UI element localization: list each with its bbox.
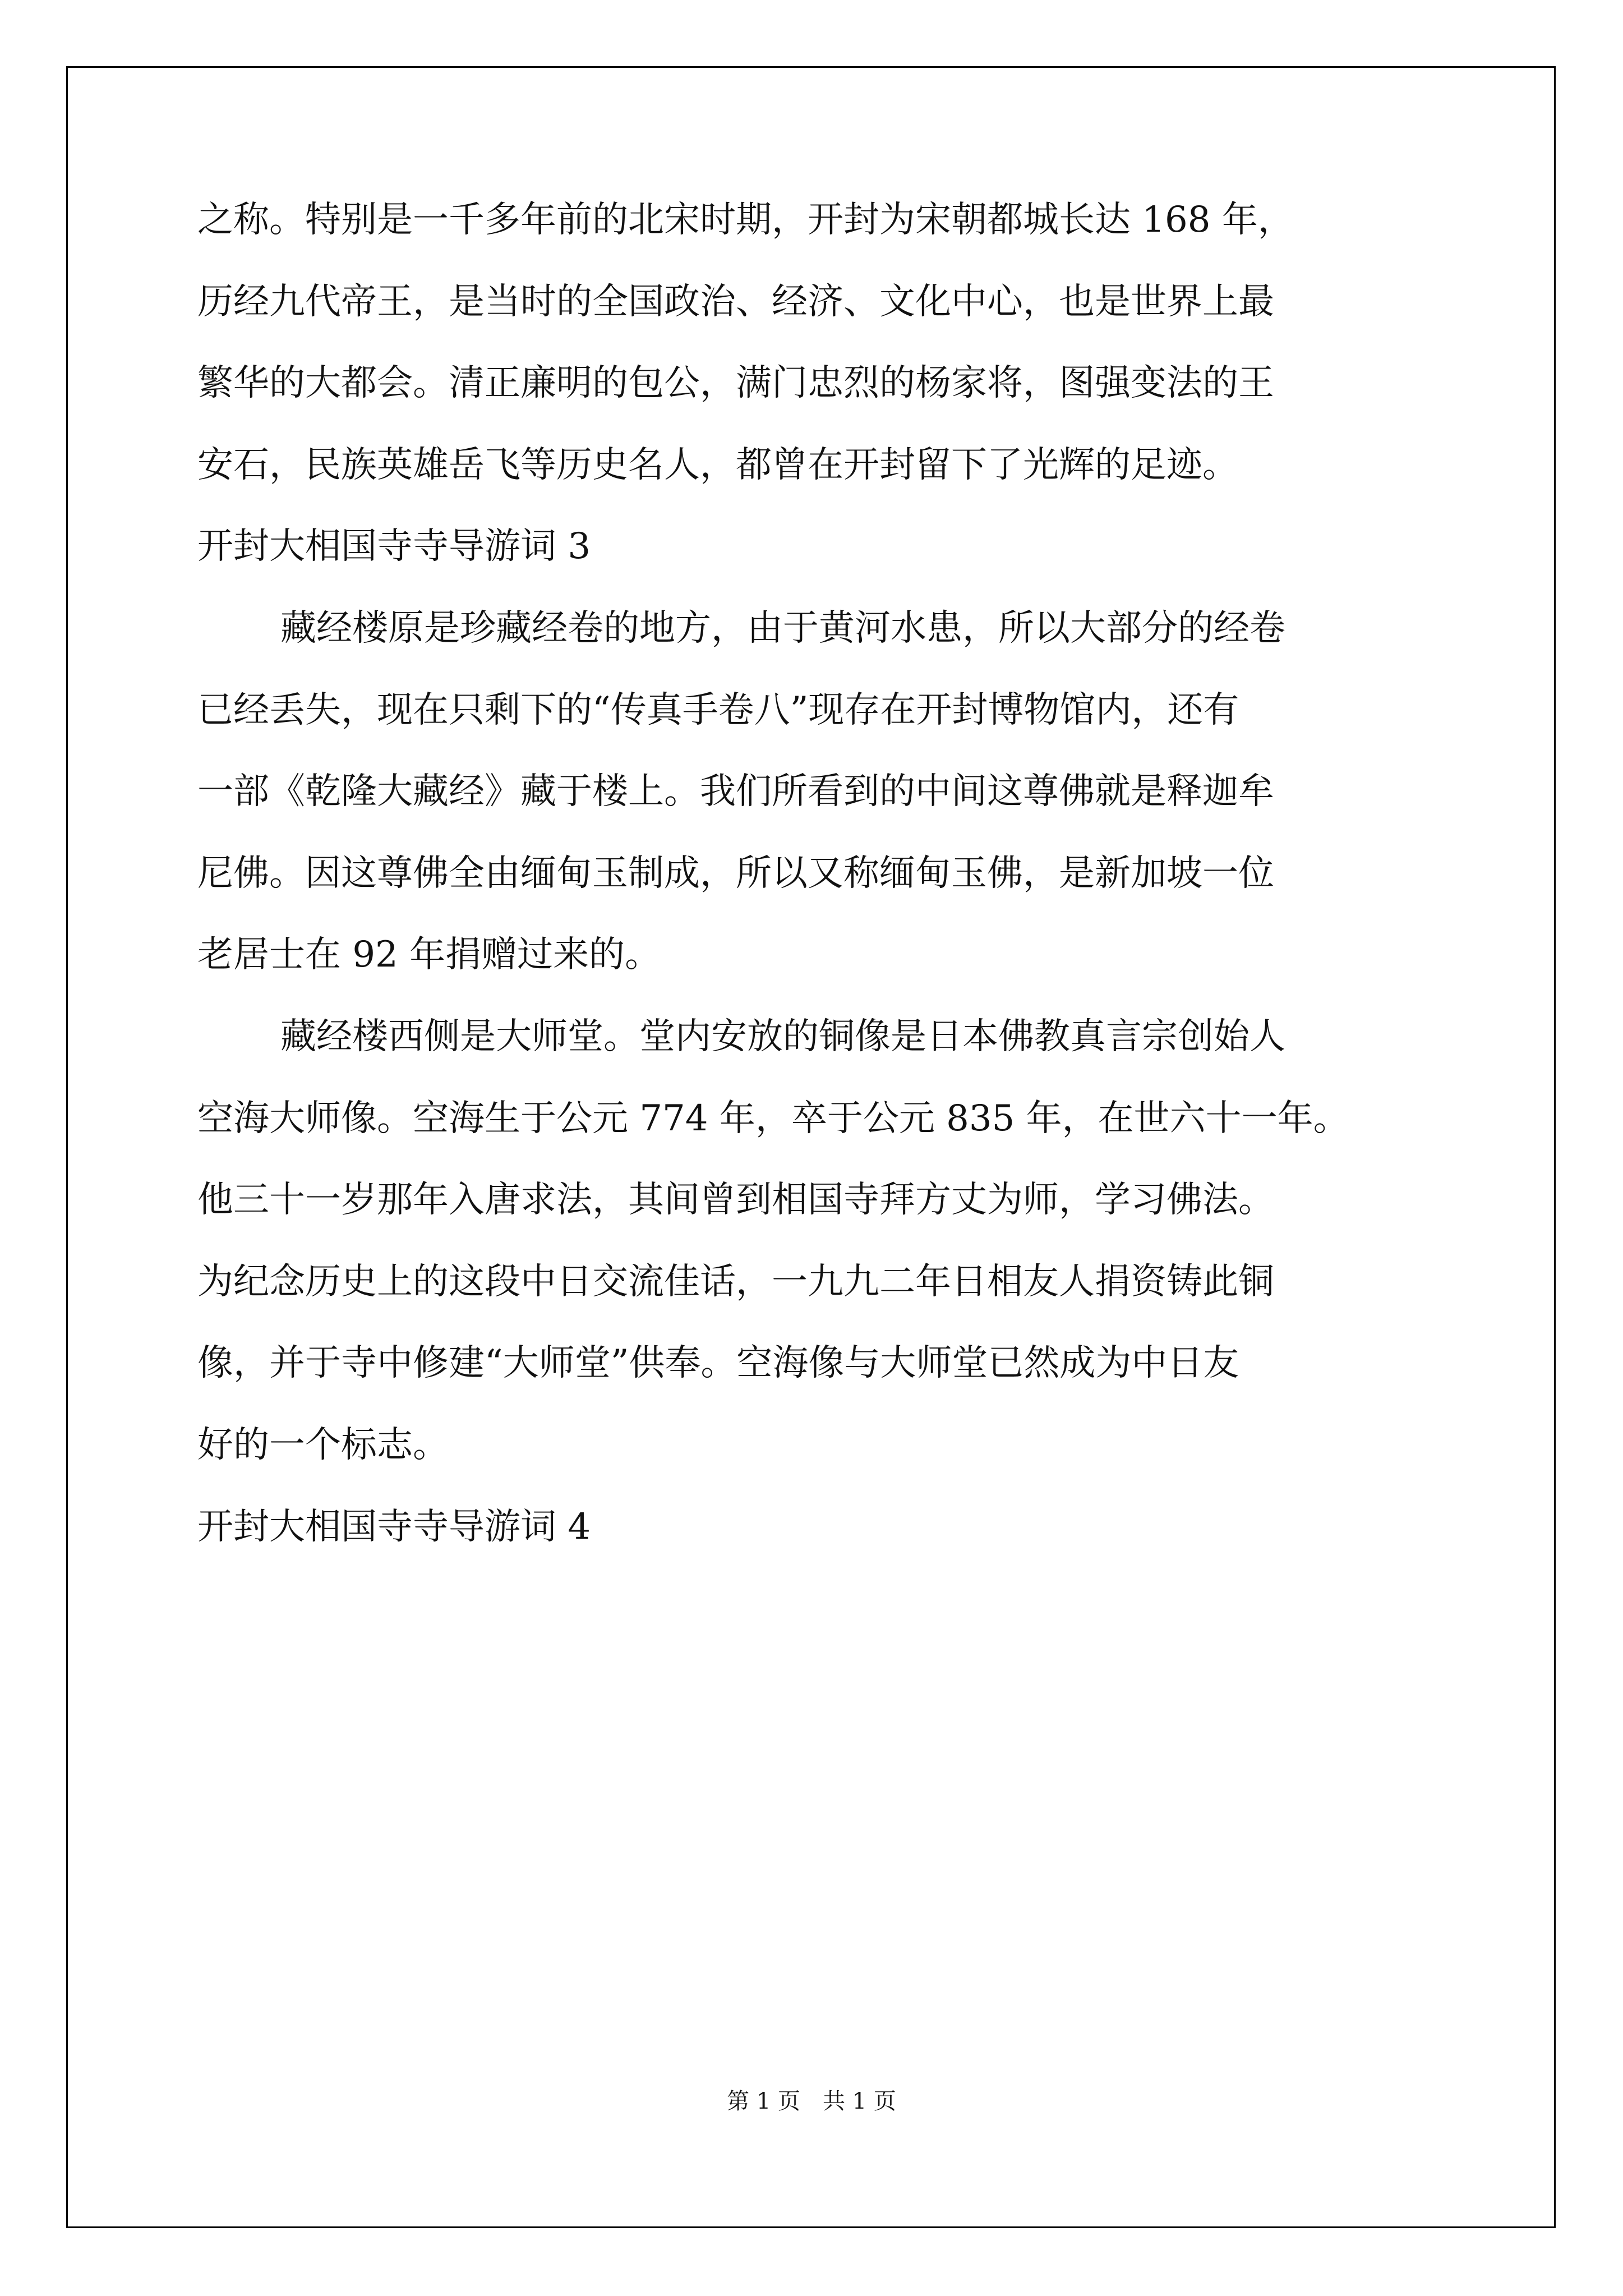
body-line: 一部《乾隆大藏经》藏于楼上。我们所看到的中间这尊佛就是释迦牟 xyxy=(197,771,1274,813)
body-line: 繁华的大都会。清正廉明的包公，满门忠烈的杨家将，图强变法的王 xyxy=(197,362,1274,404)
paragraph-first-line: 藏经楼原是珍藏经卷的地方，由于黄河水患，所以大部分的经卷 xyxy=(280,607,1285,649)
body-line: 像，并于寺中修建“大师堂”供奉。空海像与大师堂已然成为中日友 xyxy=(197,1342,1239,1384)
body-line: 空海大师像。空海生于公元 774 年，卒于公元 835 年，在世六十一年。 xyxy=(197,1097,1349,1139)
body-line: 老居士在 92 年捐赠过来的。 xyxy=(197,934,661,976)
body-line: 安石，民族英雄岳飞等历史名人，都曾在开封留下了光辉的足迹。 xyxy=(197,444,1238,486)
body-line: 尼佛。因这尊佛全由缅甸玉制成，所以又称缅甸玉佛，是新加坡一位 xyxy=(197,852,1274,894)
paragraph-first-line: 藏经楼西侧是大师堂。堂内安放的铜像是日本佛教真言宗创始人 xyxy=(280,1015,1285,1057)
section-heading: 开封大相国寺寺导游词 4 xyxy=(197,1506,591,1548)
body-line: 历经九代帝王，是当时的全国政治、经济、文化中心，也是世界上最 xyxy=(197,280,1274,323)
body-line: 之称。特别是一千多年前的北宋时期，开封为宋朝都城长达 168 年， xyxy=(197,199,1294,241)
section-heading: 开封大相国寺寺导游词 3 xyxy=(197,526,591,568)
document-body xyxy=(197,180,1426,1568)
body-line: 他三十一岁那年入唐求法，其间曾到相国寺拜方丈为师，学习佛法。 xyxy=(197,1179,1274,1221)
body-line: 好的一个标志。 xyxy=(197,1424,449,1466)
body-line: 为纪念历史上的这段中日交流佳话，一九九二年日相友人捐资铸此铜 xyxy=(197,1260,1274,1303)
page-footer: 第 1 页 共 1 页 xyxy=(727,2088,896,2114)
body-line: 已经丢失，现在只剩下的“传真手卷八”现存在开封博物馆内，还有 xyxy=(197,689,1239,731)
